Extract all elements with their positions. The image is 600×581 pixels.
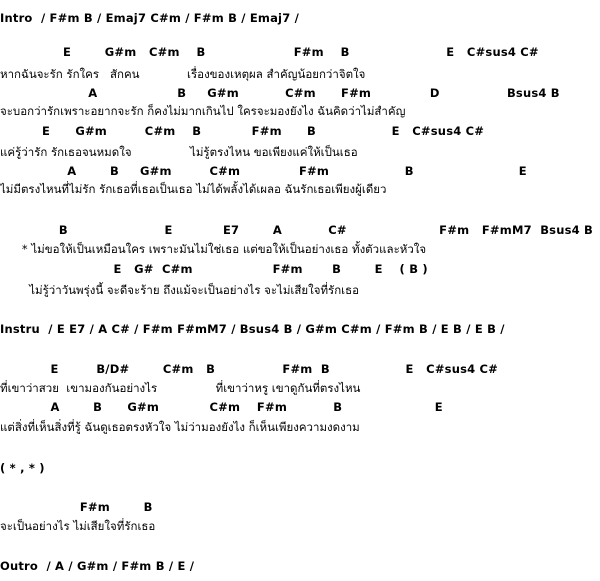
lyric-line: จะเป็นอย่างไร ไม่เสียใจที่รักเธอ (0, 519, 156, 533)
lyric-line: ไม่รู้ว่าวันพรุ่งนี้ จะดีจะร้าย ถึงแม้จะเป็นอย่างไร จะไม่เสียใจที่รักเธอ (0, 283, 360, 297)
outro-line: Outro / A / G#m / F#m B / E / (0, 559, 195, 573)
repeat-marker: ( * , * ) (0, 461, 45, 475)
chord-line: E G#m C#m B F#m B E C#sus4 C# (0, 45, 539, 59)
intro-line: Intro / F#m B / Emaj7 C#m / F#m B / Emaj7 / (0, 11, 300, 25)
chord-line: A B G#m C#m F#m B E (0, 400, 443, 414)
chorus-lyric-line: * ไม่ขอให้เป็นเหมือนใคร เพราะมันไม่ใช่เธอ แต่ขอให้เป็นอย่างเธอ ทั้งตัวและหัวใจ (0, 242, 427, 256)
chord-line: E G# C#m F#m B E ( B ) (0, 262, 428, 276)
lyric-line: แค่รู้ว่ารัก รักเธอจนหมดใจ ไม่รู้ตรงไหน ขอเพียงแค่ให้เป็นเธอ (0, 145, 358, 159)
chord-line: F#m B (0, 500, 153, 514)
lyric-line: จะบอกว่ารักเพราะอยากจะรัก ก็คงไม่มากเกินไป ใครจะมองยังไง ฉันคิดว่าไม่สำคัญ (0, 104, 406, 118)
lyric-line: แต่สิ่งที่เห็นสิ่งที่รู้ ฉันดูเธอตรงหัวใจ ไม่ว่ามองยังไง ก็เห็นเพียงความงดงาม (0, 420, 360, 434)
chord-line: E G#m C#m B F#m B E C#sus4 C# (0, 124, 485, 138)
lyric-line: ที่เขาว่าสวย เขามองกันอย่างไร ที่เขาว่าหรู เขาดูกันที่ตรงไหน (0, 381, 361, 395)
instru-line: Instru / E E7 / A C# / F#m F#mM7 / Bsus4 B / G#m C#m / F#m B / E B / E B / (0, 322, 505, 336)
lyric-line: ไม่มีตรงไหนที่ไม่รัก รักเธอที่เธอเป็นเธอ ไม่ได้พลั้งได้เผลอ ฉันรักเธอเพียงผู้เดียว (0, 182, 387, 196)
chord-line: E B/D# C#m B F#m B E C#sus4 C# (0, 362, 499, 376)
chord-line: A B G#m C#m F#m D Bsus4 B (0, 86, 560, 100)
lyric-line: หากฉันจะรัก รักใคร สักคน เรื่องของเหตุผล สำคัญน้อยกว่าจิตใจ (0, 67, 366, 81)
chorus-chord-line: B E E7 A C# F#m F#mM7 Bsus4 B (0, 223, 594, 237)
chord-line: A B G#m C#m F#m B E (0, 164, 527, 178)
